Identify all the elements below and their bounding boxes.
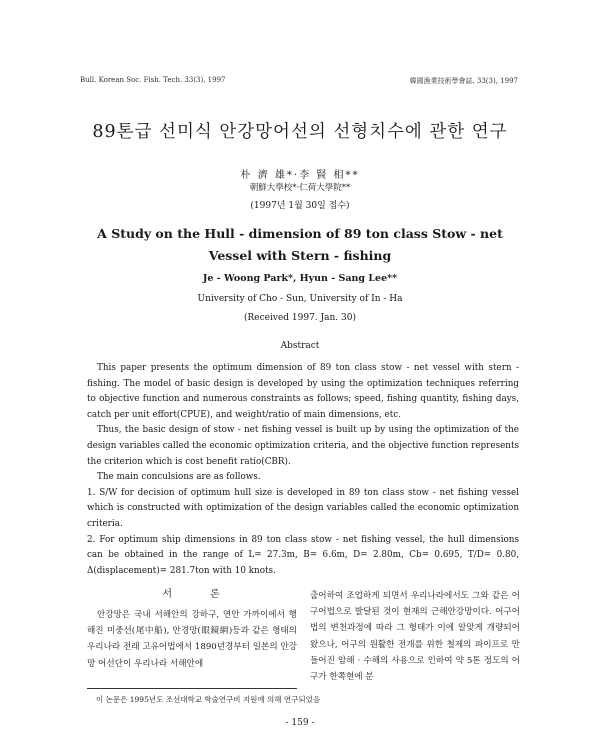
journal-header-left: Bull. Korean Soc. Fish. Tech. 33(3), 1997 [80,76,226,84]
body-left-text: 안강망은 국내 서해안의 강하구, 연안 가까이에서 행해진 미중선(尾中船), 안경망(眼鏡網)등과 같은 형태의 우리나라 전래 고유어법에서 1890년경부터 일본의 안강망 어선단이 우리나라 서해안에 [87,610,297,669]
affiliation-english: University of Cho - Sun, University of In - Ha [197,294,403,304]
abstract-paragraph-1: This paper presents the optimum dimension of 89 ton class stow - net vessel with stern - fishing. The model of basic design is developed by using the optimization techniques referring to objective function and numerous constraints as follows; speed, fishing quantity, fishing days, catch per unit effort(CPUE), and weight/ratio of main dimensions, etc. [87,363,519,420]
abstract-paragraph-2: Thus, the basic design of stow - net fishing vessel is built up by using the optimization of the design variables called the economic optimization criteria, and the objective function represents the criterion which is cost benefit ratio(CBR). [87,425,519,467]
affiliation-korean: 朝鮮大學校*·仁荷大學院** [249,183,351,193]
abstract-paragraph-3: The main conculsions are as follows. [97,472,261,483]
abstract-body [87,361,519,579]
paper-title-korean: 89톤급 선미식 안강망어선의 선형치수에 관한 연구 [92,122,508,142]
authors-korean: 朴 濟 雄*·李 賢 相** [240,170,360,181]
received-date-korean: (1997년 1월 30일 접수) [250,201,350,211]
authors-english: Je - Woong Park*, Hyun - Sang Lee** [202,273,398,284]
journal-header-right: 韓國漁業技術學會誌, 33(3), 1997 [409,77,518,85]
received-date-english: (Received 1997. Jan. 30) [244,313,356,323]
body-right-text: 출어하여 조업하게 되면서 우리나라에서도 그와 같은 어구어법으로 발달된 것이 현재의 근해안강망이다. 어구어법의 변천과정에 따라 그 형태가 이에 알맞게 개량되어 왔으나, 어구의 원활한 전개를 위한 철제의 파이프로 만들어진 암해 · 수해의 사용으로 인하여 약 5톤 정도의 어구가 한쪽현에 분 [310,591,520,683]
abstract-conclusion-1: 1. S/W for decision of optimum hull size is developed in 89 ton class stow - net fishing vessel which is constructed with optimization of the design variables called the economic optimization criteria. [87,487,519,529]
footnote-divider [87,688,297,689]
section-heading-introduction [87,585,297,600]
body-left-column [87,607,297,672]
section-heading-char-1: 서 [162,589,174,600]
body-right-column [310,588,520,685]
abstract-conclusion-2: 2. For optimum ship dimensions in 89 ton class stow - net fishing vessel, the hull dimensions can be obtained in the range of L= 27.3m, B= 6.6m, D= 2.80m, Cb= 0.695, T/D= 0.80, Δ(displacement)= 281.7ton with 10 knots. [87,534,519,576]
page-number: - 159 - [285,718,315,728]
abstract-heading: Abstract [280,341,320,351]
footnote: 이 논문은 1995년도 조선대학교 학술연구비 지원에 의해 연구되었음 [96,695,321,704]
section-heading-char-2: 론 [210,589,222,600]
paper-title-english: A Study on the Hull - dimension of 89 ton class Stow - net Vessel with Stern - fishing [97,226,503,263]
